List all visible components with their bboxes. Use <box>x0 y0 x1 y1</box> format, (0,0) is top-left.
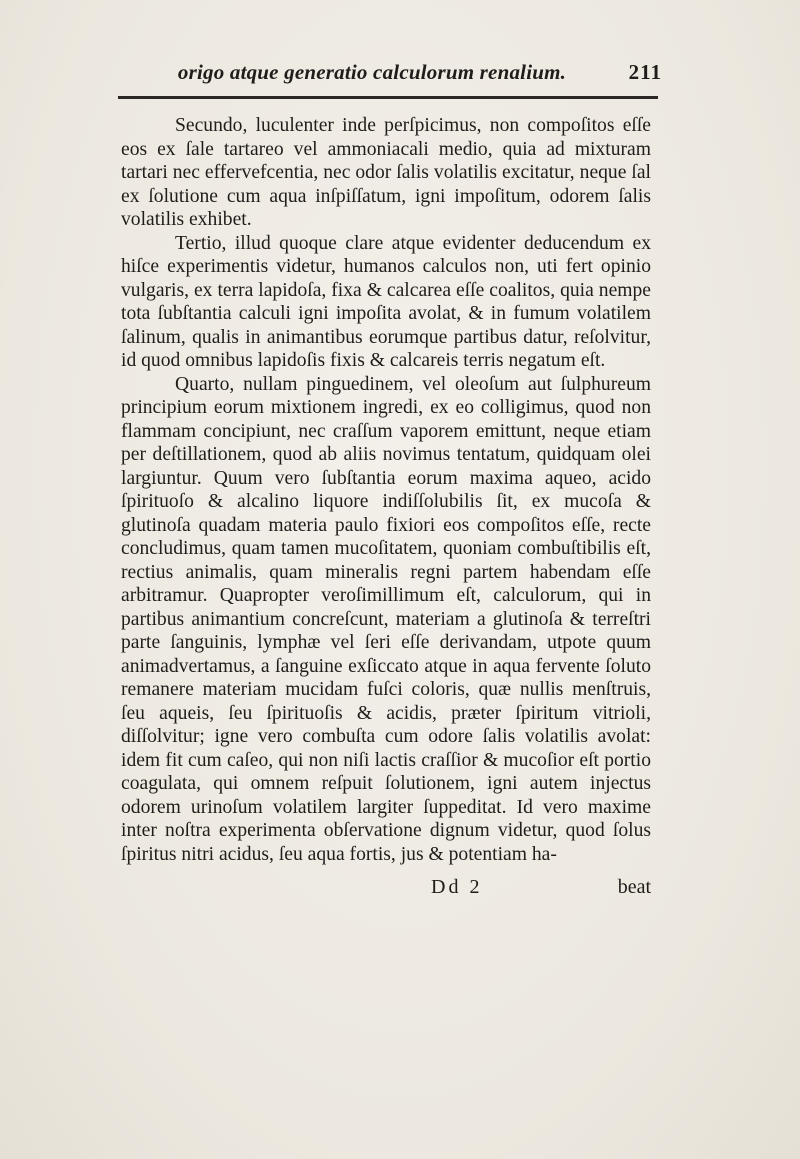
catchword: beat <box>617 876 651 898</box>
paragraph-secundo: Secundo, luculenter inde perſpicimus, non compoſitos eſſe eos ex ſale tartareo vel ammoniacali medio, quia ad mixturam tartari nec effervefcentia, nec odor ſalis volatilis excitatur, neque ſal ex ſolutione cum aqua inſpiſſatum, igni impoſitum, odorem ſalis volatilis exhibet. <box>121 115 651 230</box>
footer-line <box>121 876 651 902</box>
page-number: 211 <box>628 60 662 84</box>
paragraph-tertio: Tertio, illud quoque clare atque evidenter deducendum ex hiſce experimentis videtur, humanos calculos non, uti fert opinio vulgaris, ex terra lapidoſa, fixa & calcarea eſſe coalitos, quia nempe tota ſubſtantia calculi igni impoſita avolat, & in fumum volatilem ſalinum, qualis in animantibus eorumque partibus datur, reſolvitur, id quod omnibus lapidoſis fixis & calcareis terris negatum eſt. <box>121 232 651 371</box>
signature-mark: Dd 2 <box>431 876 483 898</box>
running-title: origo atque generatio calculorum renalium. <box>177 60 567 84</box>
paragraph-quarto: Quarto, nullam pinguedinem, vel oleoſum aut ſulphureum principium eorum mixtionem ingredi, ex eo colligimus, quod non flammam concipiunt, nec craſſum vaporem emittunt, neque etiam per deſtillationem, quod ab aliis novimus tentatum, quidquam olei largiuntur. Quum vero ſubſtantia eorum maxima aqueo, acido ſpirituoſo & alcalino liquore indiſſolubilis ſit, ex mucoſa & glutinoſa quadam materia paulo fixiori eos compoſitos eſſe, recte concludimus, quam tamen mucoſitatem, quoniam combuſtibilis eſt, rectius animalis, quam mineralis regni partem habendam eſſe arbitramur. Quapropter veroſimillimum eſt, calculorum, qui in partibus animantium concreſcunt, materiam a glutinoſa & terreſtri parte ſanguinis, lymphæ vel ſeri eſſe derivandam, utpote quum animadvertamus, a ſanguine exſiccato atque in aqua fervente ſoluto remanere materiam mucidam fuſci coloris, quæ nullis menſtruis, ſeu aqueis, ſeu ſpirituoſis & acidis, præter ſpiritum vitrioli, diſſolvitur; igne vero combuſta cum odore ſalis volatilis avolat: idem fit cum caſeo, qui non niſi lactis craſſior & mucoſior eſt portio coagulata, qui omnem reſpuit ſolutionem, igni autem injectus odorem urinoſum volatilem largiter ſuppeditat. Id vero maxime inter noſtra experimenta obſervatione dignum videtur, quod ſolus ſpiritus nitri acidus, ſeu aqua fortis, jus & potentiam ha- <box>121 373 651 865</box>
running-head <box>112 56 662 88</box>
header-rule <box>118 96 658 99</box>
body-text <box>121 114 651 866</box>
